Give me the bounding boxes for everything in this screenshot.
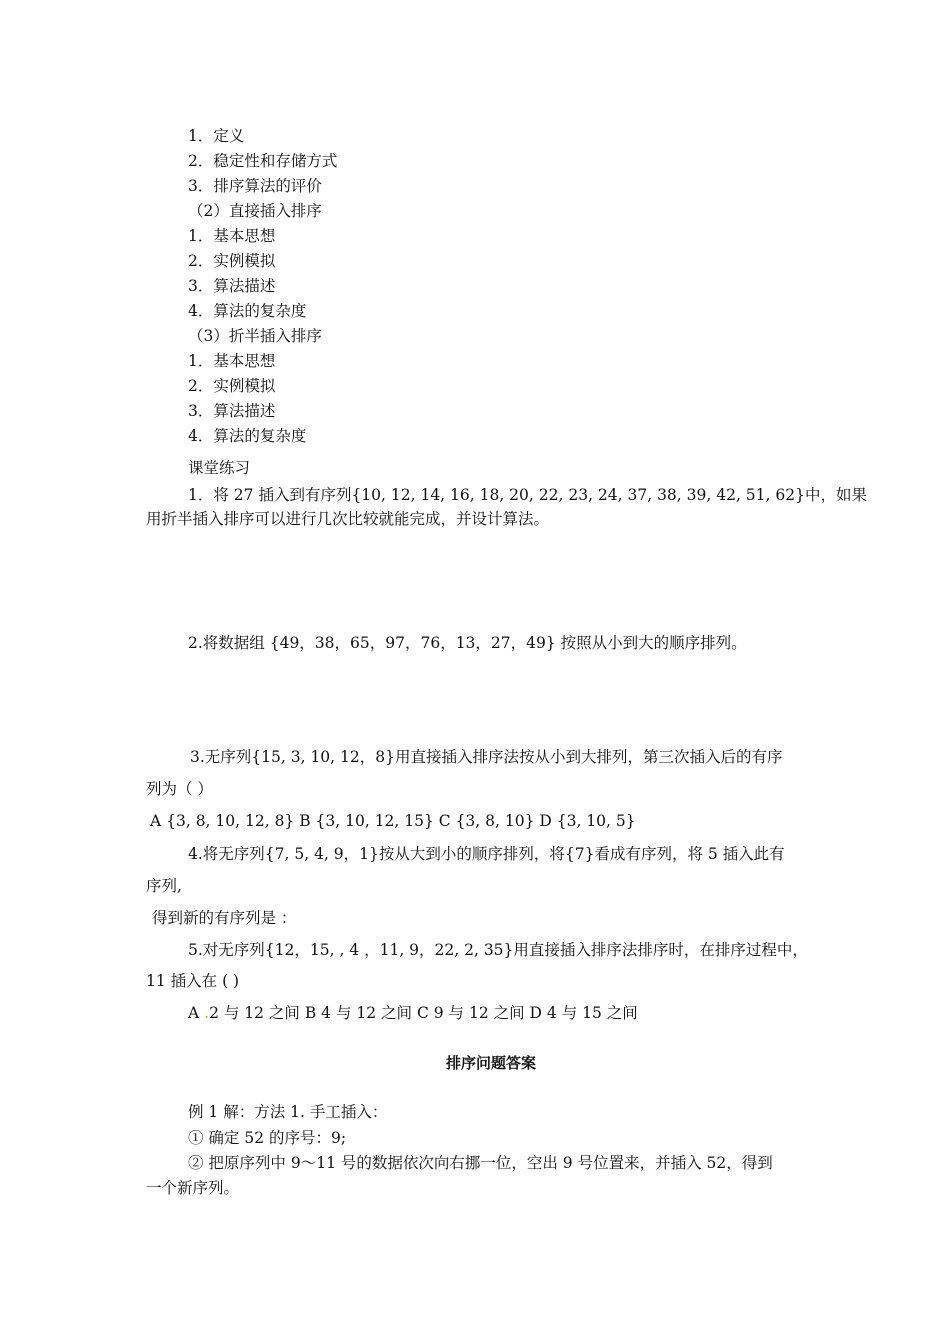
outline-item: 1．基本思想 bbox=[188, 352, 276, 370]
answer-line: 例 1 解：方法 1. 手工插入： bbox=[188, 1103, 388, 1121]
outline-item: 2．实例模拟 bbox=[188, 377, 276, 395]
outline-item: 3．排序算法的评价 bbox=[188, 177, 322, 195]
outline-item: 1．基本思想 bbox=[188, 227, 276, 245]
highlight-dot: . bbox=[204, 1004, 210, 1022]
answers-title: 排序问题答案 bbox=[446, 1054, 537, 1072]
question-4-line-2: 序列, bbox=[146, 877, 182, 895]
question-2: 2.将数据组 {49，38，65，97，76，13，27，49} 按照从小到大的顺序排列。 bbox=[188, 634, 747, 652]
question-3-line-2: 列为（ ） bbox=[146, 780, 213, 798]
question-5-line-2: 11 插入在 ( ) bbox=[146, 972, 240, 990]
option-text: 2 与 12 之间 B 4 与 12 之间 C 9 与 12 之间 D 4 与 15 之间 bbox=[209, 1004, 638, 1022]
outline-item: 1．定义 bbox=[188, 127, 245, 145]
question-4-line-1: 4.将无序列{7, 5, 4, 9，1}按从大到小的顺序排列，将{7}看成有序列，将 5 插入此有 bbox=[188, 845, 785, 863]
answer-line: 一个新序列。 bbox=[146, 1179, 240, 1197]
question-1-line-1: 1．将 27 插入到有序列{10, 12, 14, 16, 18, 20, 22, 23, 24, 37, 38, 39, 42, 51, 62}中，如果 bbox=[188, 486, 867, 504]
outline-item: 3．算法描述 bbox=[188, 277, 276, 295]
question-5-line-1: 5.对无序列{12，15, , 4 ，11, 9，22, 2, 35}用直接插入排序法排序时，在排序过程中， bbox=[188, 941, 808, 959]
answer-line: ① 确定 52 的序号：9; bbox=[188, 1129, 347, 1147]
answer-line: ② 把原序列中 9～11 号的数据依次向右挪一位，空出 9 号位置来，并插入 52，得到 bbox=[188, 1154, 773, 1172]
question-4-line-3: 得到新的有序列是 ： bbox=[152, 909, 297, 927]
question-3-line-1: 3.无序列{15, 3, 10, 12，8}用直接插入排序法按从小到大排列，第三次插入后的有序 bbox=[190, 748, 783, 766]
outline-subheading: （2）直接插入排序 bbox=[188, 202, 322, 220]
outline-item: 4．算法的复杂度 bbox=[188, 427, 307, 445]
question-5-options bbox=[188, 1003, 638, 1023]
option-a-label: A bbox=[188, 1004, 205, 1022]
outline-subheading: （3）折半插入排序 bbox=[188, 327, 322, 345]
question-3-options: A {3, 8, 10, 12, 8} B {3, 10, 12, 15} C {3, 8, 10} D {3, 10, 5} bbox=[150, 812, 636, 830]
outline-item: 3．算法描述 bbox=[188, 402, 276, 420]
outline-item: 2．实例模拟 bbox=[188, 252, 276, 270]
practice-heading: 课堂练习 bbox=[188, 459, 251, 477]
question-1-line-2: 用折半插入排序可以进行几次比较就能完成，并设计算法。 bbox=[146, 510, 550, 528]
outline-item: 2．稳定性和存储方式 bbox=[188, 152, 338, 170]
outline-item: 4．算法的复杂度 bbox=[188, 302, 307, 320]
